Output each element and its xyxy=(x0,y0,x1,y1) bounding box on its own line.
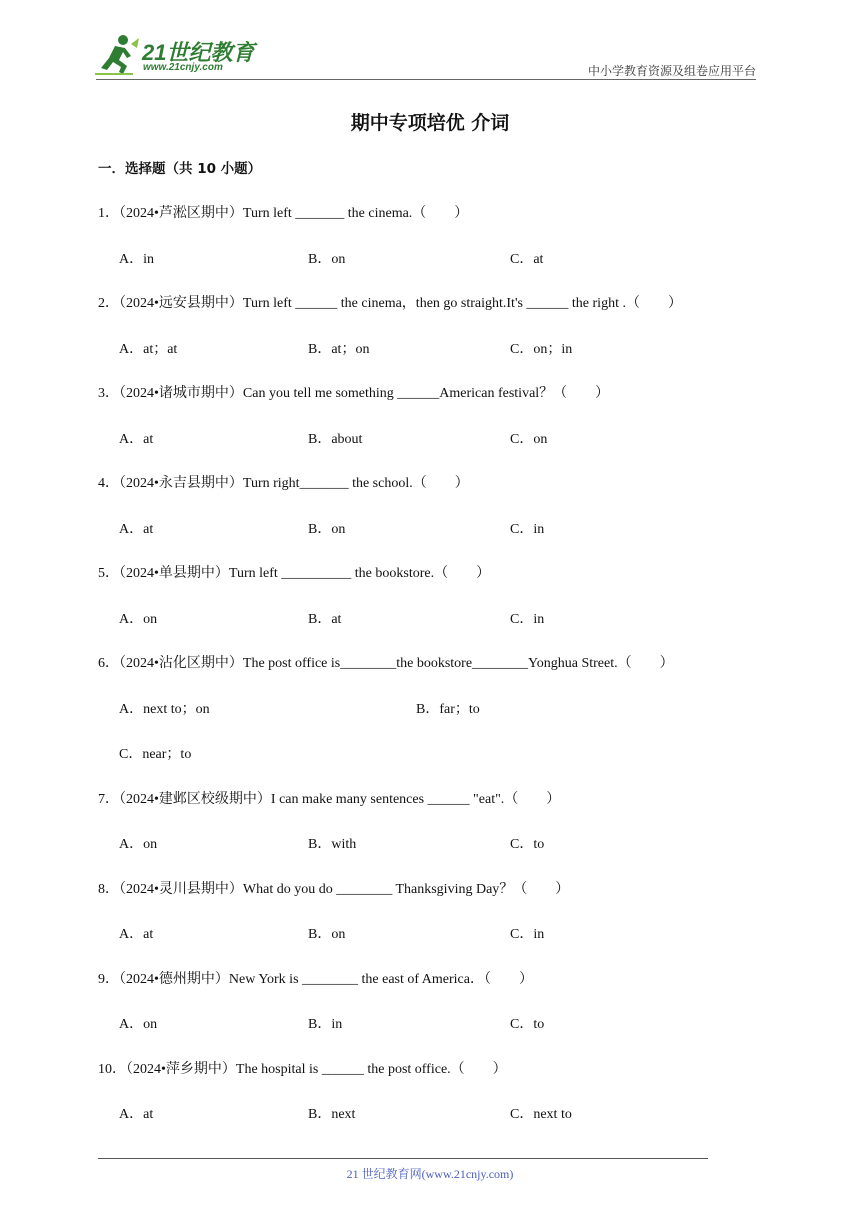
question-3-option-b[interactable]: B．about xyxy=(308,432,363,447)
question-8-option-c[interactable]: C．in xyxy=(510,927,545,942)
question-4-stem: 4．（2024•永吉县期中）Turn right_______ the school.（ ） xyxy=(98,476,469,491)
page-title: 期中专项培优 介词 xyxy=(350,112,510,134)
logo-text: 21世纪教育 xyxy=(142,40,255,65)
question-7-stem: 7．（2024•建邺区校级期中）I can make many sentences ______ "eat".（ ） xyxy=(98,792,561,807)
question-2-stem: 2．（2024•远安县期中）Turn left ______ the cinema，then go straight.It's ______ the right .（ ） xyxy=(98,296,682,311)
footer-divider xyxy=(98,1158,708,1159)
question-1-option-b[interactable]: B．on xyxy=(308,252,346,267)
platform-name: 中小学教育资源及组卷应用平台 xyxy=(587,64,756,78)
runner-logo-icon xyxy=(93,34,141,78)
question-10-option-a[interactable]: A．at xyxy=(119,1107,154,1122)
section-heading: 一．选择题（共 10 小题） xyxy=(98,161,262,177)
question-9-option-c[interactable]: C．to xyxy=(510,1017,545,1032)
question-6-option-b[interactable]: B．far；to xyxy=(416,702,480,717)
question-10-option-c[interactable]: C．next to xyxy=(510,1107,572,1122)
header-divider xyxy=(96,79,756,80)
question-9-stem: 9．（2024•德州期中）New York is ________ the east of America．（ ） xyxy=(98,972,533,987)
question-10-option-b[interactable]: B．next xyxy=(308,1107,356,1122)
question-7-option-a[interactable]: A．on xyxy=(119,837,158,852)
footer-link[interactable]: 21 世纪教育网(www.21cnjy.com) xyxy=(346,1167,514,1181)
question-10-stem: 10．（2024•萍乡期中）The hospital is ______ the post office.（ ） xyxy=(98,1062,507,1077)
question-9-option-b[interactable]: B．in xyxy=(308,1017,343,1032)
question-4-option-a[interactable]: A．at xyxy=(119,522,154,537)
question-8-option-a[interactable]: A．at xyxy=(119,927,154,942)
question-3-option-a[interactable]: A．at xyxy=(119,432,154,447)
question-5-option-c[interactable]: C．in xyxy=(510,612,545,627)
question-9-option-a[interactable]: A．on xyxy=(119,1017,158,1032)
question-1-stem: 1．（2024•芦淞区期中）Turn left _______ the cinema.（ ） xyxy=(98,206,469,221)
question-6-stem: 6．（2024•沾化区期中）The post office is________the bookstore________Yonghua Street.（ ） xyxy=(98,656,674,671)
question-2-option-c[interactable]: C．on；in xyxy=(510,342,573,357)
question-2-option-b[interactable]: B．at；on xyxy=(308,342,370,357)
question-1-option-c[interactable]: C．at xyxy=(510,252,544,267)
question-3-stem: 3．（2024•诸城市期中）Can you tell me something ______American festival？（ ） xyxy=(98,386,610,401)
question-4-option-b[interactable]: B．on xyxy=(308,522,346,537)
question-6-option-c[interactable]: C．near；to xyxy=(119,747,192,762)
question-7-option-c[interactable]: C．to xyxy=(510,837,545,852)
question-4-option-c[interactable]: C．in xyxy=(510,522,545,537)
page-header xyxy=(0,0,860,80)
question-2-option-a[interactable]: A．at；at xyxy=(119,342,178,357)
question-6-option-a[interactable]: A．next to；on xyxy=(119,702,210,717)
question-7-option-b[interactable]: B．with xyxy=(308,837,357,852)
logo-url: www.21cnjy.com xyxy=(143,62,223,73)
question-5-option-a[interactable]: A．on xyxy=(119,612,158,627)
question-8-stem: 8．（2024•灵川县期中）What do you do ________ Thanksgiving Day？（ ） xyxy=(98,882,570,897)
site-logo[interactable] xyxy=(93,34,263,78)
question-5-option-b[interactable]: B．at xyxy=(308,612,342,627)
question-8-option-b[interactable]: B．on xyxy=(308,927,346,942)
question-5-stem: 5．（2024•单县期中）Turn left __________ the bookstore.（ ） xyxy=(98,566,491,581)
question-3-option-c[interactable]: C．on xyxy=(510,432,548,447)
question-1-option-a[interactable]: A．in xyxy=(119,252,154,267)
